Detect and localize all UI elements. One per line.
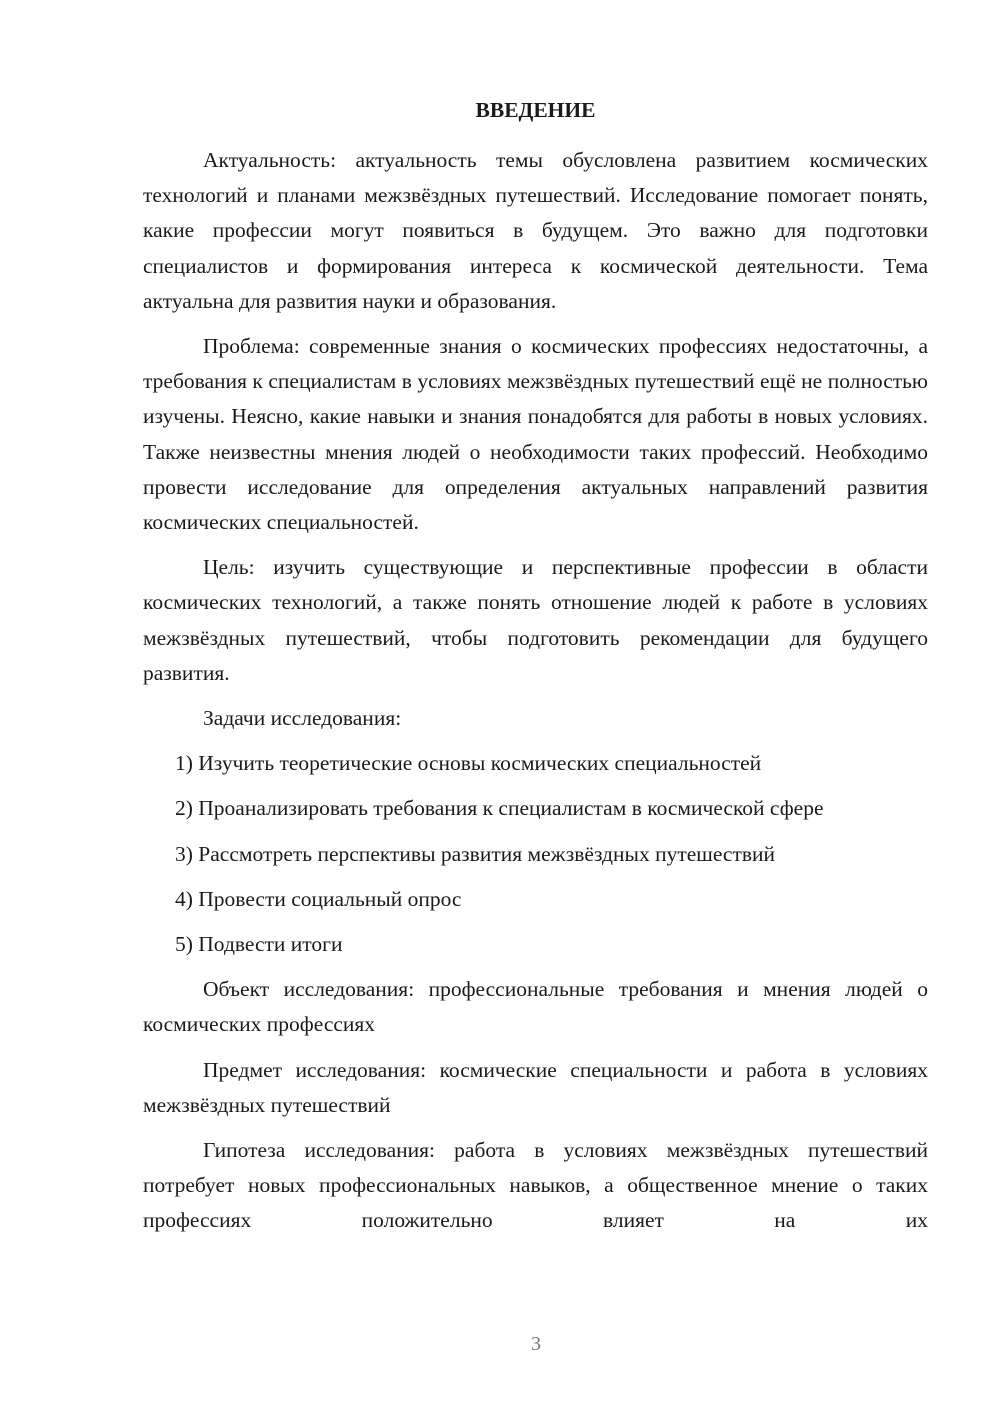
object-paragraph: Объект исследования: профессиональные требования и мнения людей о космических профессиях (143, 977, 928, 1037)
relevance-paragraph: Актуальность: актуальность темы обусловлена развитием космических технологий и планами межзвёздных путешествий. Исследование помогает понять, какие профессии могут появиться в будущем. Это важно для подготовки специалистов и формирования интереса к космической деятельности. Тема актуальна для развития науки и образования. (143, 148, 928, 313)
task-item: 1) Изучить теоретические основы космических специальностей (175, 751, 762, 776)
problem-paragraph: Проблема: современные знания о космических профессиях недостаточны, а требования к специалистам в условиях межзвёздных путешествий ещё не полностью изучены. Неясно, какие навыки и знания понадобятся для работы в новых условиях. Также неизвестны мнения людей о необходимости таких профессий. Необходимо провести исследование для определения актуальных направлений развития космических специальностей. (143, 334, 928, 535)
hypothesis-paragraph: Гипотеза исследования: работа в условиях межзвёздных путешествий потребует новых профессиональных навыков, а общественное мнение о таких профессиях положительно влияет на их (143, 1138, 928, 1233)
goal-paragraph: Цель: изучить существующие и перспективные профессии в области космических технологий, а также понять отношение людей к работе в условиях межзвёздных путешествий, чтобы подготовить рекомендации для будущего развития. (143, 555, 928, 685)
subject-paragraph: Предмет исследования: космические специальности и работа в условиях межзвёздных путешествий (143, 1057, 928, 1117)
tasks-list (143, 746, 928, 962)
task-item: 2) Проанализировать требования к специалистам в космической сфере (175, 796, 824, 821)
document-page (143, 92, 928, 1249)
task-item: 4) Провести социальный опрос (175, 886, 462, 911)
task-item: 5) Подвести итоги (175, 932, 343, 957)
section-heading: ВВЕДЕНИЕ (475, 98, 596, 122)
page-number: 3 (531, 1333, 541, 1355)
tasks-heading: Задачи исследования: (203, 706, 402, 731)
task-item: 3) Рассмотреть перспективы развития межзвёздных путешествий (175, 841, 776, 866)
